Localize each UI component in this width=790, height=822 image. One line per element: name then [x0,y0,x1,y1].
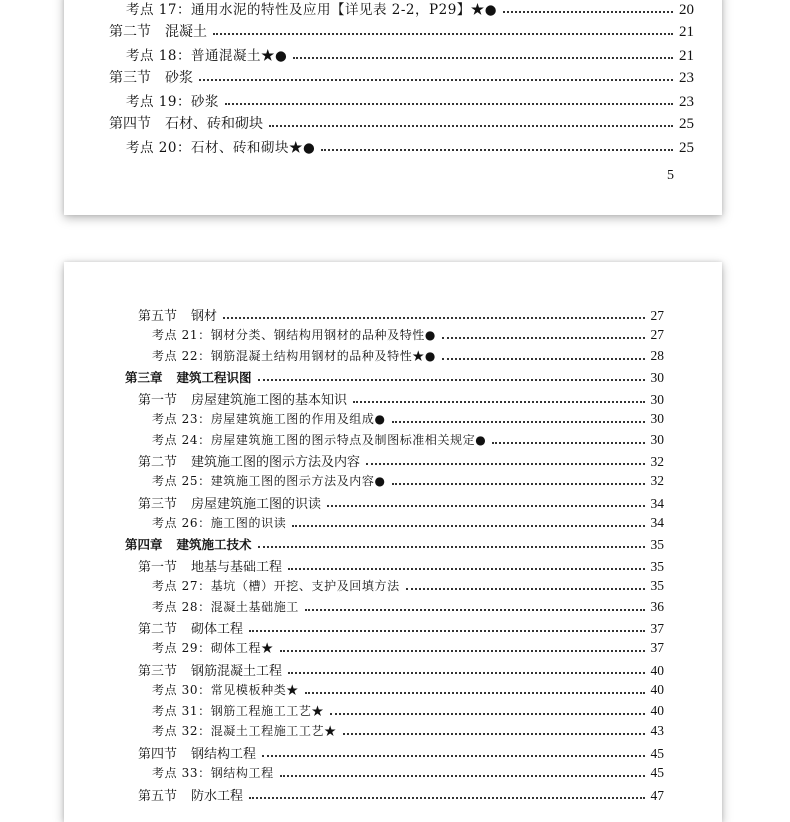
toc-entry[interactable] [138,660,664,679]
entry-page-number: 40 [650,703,664,718]
importance-marks: ★ [324,724,337,738]
page-number: 5 [667,168,674,183]
entry-label: 考点 32： [152,724,211,738]
entry-label: 考点 26： [152,516,211,530]
dot-leader [330,713,644,715]
dot-leader [406,588,645,590]
entry-title: 地基与基础工程 [191,560,283,575]
dot-leader [503,11,673,13]
entry-page-number: 37 [650,621,664,636]
dot-leader [262,755,644,757]
dot-leader [366,463,644,465]
dot-leader [269,125,673,127]
importance-marks: ★● [412,349,436,363]
importance-marks: ● [475,433,487,447]
entry-title: 钢结构工程 [191,747,257,762]
entry-title: 房屋建筑施工图的作用及组成 [210,412,375,426]
entry-title: 钢筋混凝土工程 [191,664,283,679]
entry-title: 建筑施工图的图示方法及内容 [191,455,361,470]
entry-label: 第二节 [109,24,151,40]
dot-leader [327,505,644,507]
entry-title: 建筑工程识图 [176,370,252,385]
entry-label: 第三章 [125,370,163,385]
toc-entry[interactable] [109,21,694,41]
entry-title: 房屋建筑施工图的识读 [191,497,322,512]
dot-leader [293,57,673,59]
entry-label: 考点 23： [152,412,211,426]
entry-label: 第二节 [138,455,178,470]
dot-leader [392,421,645,423]
dot-leader [305,692,645,694]
entry-label: 考点 22： [152,349,211,363]
toc-chapter-entry[interactable] [125,368,664,386]
entry-page-number: 34 [650,515,664,530]
entry-title: 房屋建筑施工图的基本知识 [191,393,348,408]
entry-page-number: 25 [679,140,694,156]
entry-page-number: 30 [650,432,664,447]
dot-leader [199,79,673,81]
entry-title: 石材、砖和砌块 [165,116,263,132]
entry-page-number: 45 [650,746,664,761]
dot-leader [249,797,644,799]
entry-page-number: 30 [650,411,664,426]
importance-marks: ● [374,412,386,426]
entry-title: 常见模板种类 [210,683,287,697]
entry-title: 混凝土基础施工 [210,600,299,614]
toc-entry[interactable] [152,702,664,719]
dot-leader [249,630,644,632]
toc-entry[interactable] [126,44,694,65]
entry-page-number: 36 [650,599,664,614]
entry-label: 考点 19： [126,94,191,110]
toc-entry[interactable] [109,113,694,133]
dot-leader [442,358,645,360]
entry-page-number: 30 [650,392,664,407]
dot-leader [258,379,645,381]
entry-label: 考点 31： [152,704,211,718]
dot-leader [225,103,673,105]
toc-entry[interactable] [152,347,664,364]
entry-page-number: 25 [679,116,694,132]
entry-title: 混凝土工程施工工艺 [210,724,325,738]
dot-leader [492,442,644,444]
toc-entry[interactable] [126,0,694,19]
toc-entry[interactable] [138,618,664,637]
toc-entry[interactable] [152,722,664,739]
toc-entry[interactable] [126,136,694,157]
toc-entry[interactable] [152,472,664,489]
dot-leader [223,317,644,319]
entry-label: 第四节 [138,747,178,762]
importance-marks: ★● [288,140,316,156]
entry-label: 考点 30： [152,683,211,697]
entry-page-number: 20 [679,2,694,18]
entry-page-number: 30 [650,370,664,385]
dot-leader [288,568,644,570]
importance-marks: ● [374,474,386,488]
toc-entry[interactable] [138,743,664,762]
dot-leader [305,609,645,611]
entry-page-number: 23 [679,70,694,86]
toc-entry[interactable] [138,305,664,324]
toc-entry[interactable] [152,598,664,615]
entry-label: 考点 17： [126,2,191,18]
toc-entry[interactable] [152,577,664,594]
entry-label: 第一节 [138,560,178,575]
toc-entry[interactable] [109,67,694,87]
entry-title: 砂浆 [190,94,219,110]
toc-entry[interactable] [138,493,664,512]
dot-leader [321,149,673,151]
entry-label: 第一节 [138,393,178,408]
toc-entry[interactable] [152,410,664,427]
entry-page-number: 32 [650,473,664,488]
entry-page-number: 45 [650,765,664,780]
toc-entry[interactable] [126,90,694,111]
entry-label: 第四章 [125,537,163,552]
entry-label: 考点 25： [152,474,211,488]
entry-page-number: 27 [650,308,664,323]
dot-leader [392,483,645,485]
entry-page-number: 32 [650,454,664,469]
entry-page-number: 40 [650,682,664,697]
dot-leader [258,546,645,548]
entry-label: 第五节 [138,789,178,804]
entry-title: 防水工程 [191,789,244,804]
entry-title: 通用水泥的特性及应用【详见表 2-2，P29】 [190,2,471,18]
entry-label: 考点 27： [152,579,211,593]
entry-label: 考点 28： [152,600,211,614]
entry-title: 钢筋工程施工工艺 [210,704,312,718]
toc-entry[interactable] [138,389,664,408]
entry-label: 考点 33： [152,766,211,780]
entry-page-number: 37 [650,640,664,655]
entry-label: 考点 29： [152,641,211,655]
entry-title: 施工图的识读 [210,516,287,530]
importance-marks: ★● [470,2,498,18]
importance-marks: ● [424,328,436,342]
entry-title: 建筑施工技术 [176,537,252,552]
entry-title: 钢结构工程 [210,766,274,780]
entry-title: 砂浆 [165,70,193,86]
entry-page-number: 43 [650,723,664,738]
dot-leader [280,775,645,777]
entry-title: 砌体工程 [191,622,244,637]
entry-page-number: 21 [679,48,694,64]
entry-page-number: 35 [650,537,664,552]
entry-title: 基坑（槽）开挖、支护及回填方法 [210,579,400,593]
entry-label: 考点 20： [126,140,191,156]
toc-page-1 [64,0,722,215]
dot-leader [213,33,673,35]
toc-entry[interactable] [152,431,664,448]
dot-leader [280,650,645,652]
entry-label: 第四节 [109,116,151,132]
toc-page-2 [64,262,722,822]
entry-title: 石材、砖和砌块 [190,140,289,156]
entry-page-number: 35 [650,559,664,574]
toc-entry[interactable] [138,785,664,804]
dot-leader [343,733,645,735]
dot-leader [442,337,645,339]
entry-page-number: 47 [650,788,664,803]
entry-title: 房屋建筑施工图的图示特点及制图标准相关规定 [210,433,476,447]
entry-title: 钢筋混凝土结构用钢材的品种及特性 [210,349,413,363]
toc-entry[interactable] [138,556,664,575]
entry-page-number: 28 [650,348,664,363]
entry-title: 钢材分类、钢结构用钢材的品种及特性 [210,328,425,342]
entry-title: 建筑施工图的图示方法及内容 [210,474,375,488]
entry-label: 第五节 [138,309,178,324]
toc-entry[interactable] [152,326,664,343]
toc-chapter-entry[interactable] [125,535,664,553]
entry-title: 混凝土 [165,24,207,40]
entry-label: 考点 18： [126,48,191,64]
importance-marks: ★● [260,48,288,64]
toc-entry[interactable] [152,681,664,698]
importance-marks: ★ [286,683,299,697]
toc-entry[interactable] [152,764,664,781]
entry-page-number: 21 [679,24,694,40]
toc-entry[interactable] [152,514,664,531]
entry-title: 钢材 [191,309,218,324]
dot-leader [288,672,644,674]
entry-page-number: 34 [650,496,664,511]
entry-label: 考点 24： [152,433,211,447]
entry-label: 第二节 [138,622,178,637]
entry-page-number: 23 [679,94,694,110]
entry-page-number: 35 [650,578,664,593]
dot-leader [353,401,644,403]
entry-label: 第三节 [138,664,178,679]
entry-page-number: 27 [650,327,664,342]
entry-label: 第三节 [138,497,178,512]
entry-label: 考点 21： [152,328,211,342]
toc-entry[interactable] [152,639,664,656]
toc-entry[interactable] [138,451,664,470]
entry-title: 普通混凝土 [190,48,261,64]
entry-label: 第三节 [109,70,151,86]
entry-page-number: 40 [650,663,664,678]
dot-leader [292,525,644,527]
importance-marks: ★ [311,704,325,718]
entry-title: 砌体工程 [210,641,262,655]
importance-marks: ★ [261,641,274,655]
